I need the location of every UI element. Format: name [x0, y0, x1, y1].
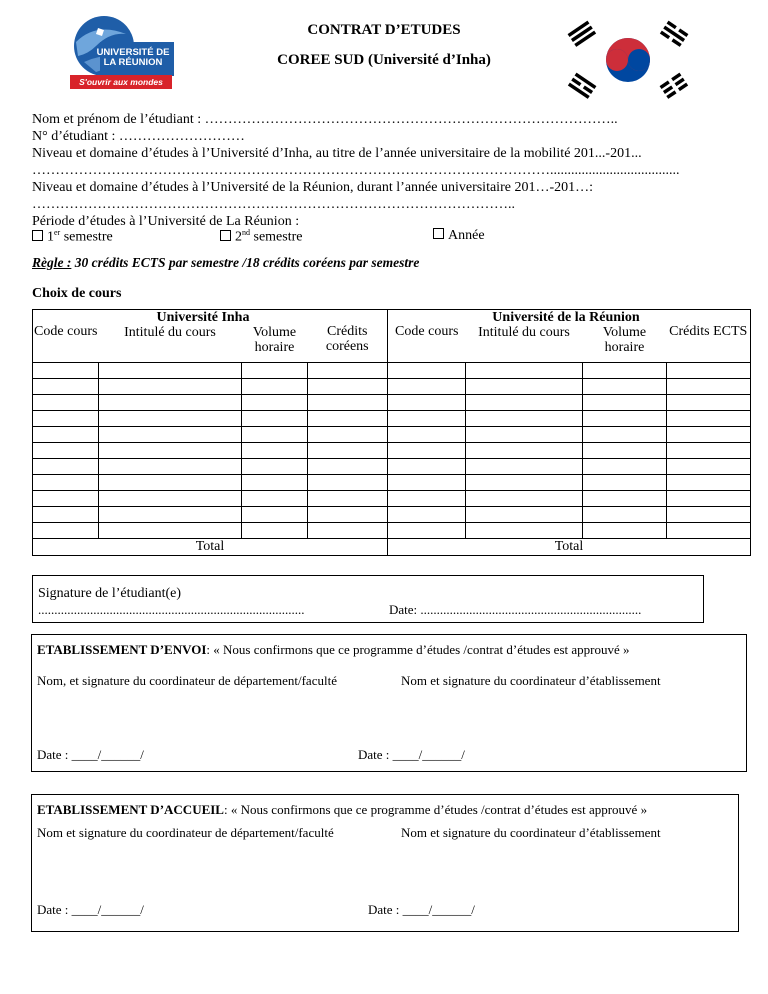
document-title: CONTRAT D’ETUDES	[307, 22, 461, 38]
course-cell[interactable]	[583, 395, 667, 411]
courses-heading: Choix de cours	[32, 286, 122, 301]
envoi-date-right[interactable]: Date : ____/______/	[358, 747, 465, 762]
course-cell[interactable]	[308, 475, 388, 491]
course-cell[interactable]	[466, 523, 583, 539]
course-cell[interactable]	[242, 411, 308, 427]
course-cell[interactable]	[99, 379, 242, 395]
course-cell[interactable]	[466, 443, 583, 459]
col-intitule-inha: Intitulé du cours	[124, 325, 216, 340]
course-cell[interactable]	[466, 395, 583, 411]
col-code-inha: Code cours	[34, 324, 98, 339]
accueil-statement: ETABLISSEMENT D’ACCUEIL: « Nous confirmons que ce programme d’études /contrat d’études est approuvé »	[37, 802, 648, 817]
course-row	[33, 523, 751, 539]
host-institution-box	[31, 794, 739, 932]
total-reunion: Total	[388, 539, 751, 556]
reunion-level-field[interactable]: …………………………………………………………………………………………..	[32, 197, 515, 212]
semester1-option[interactable]: 1er semestre	[32, 228, 113, 246]
course-cell[interactable]	[242, 427, 308, 443]
course-cell[interactable]	[388, 363, 466, 379]
signature-field[interactable]: ..................................................................................	[38, 602, 305, 617]
course-cell[interactable]	[388, 395, 466, 411]
reunion-level-line: Niveau et domaine d’études à l’Université de la Réunion, durant l’année universitaire 201…-201…:	[32, 180, 593, 195]
course-cell[interactable]	[99, 363, 242, 379]
course-cell[interactable]	[308, 443, 388, 459]
course-cell[interactable]	[242, 363, 308, 379]
course-cell[interactable]	[388, 411, 466, 427]
course-cell[interactable]	[33, 491, 99, 507]
course-cell[interactable]	[466, 411, 583, 427]
sending-institution-box	[31, 634, 747, 772]
course-row	[33, 411, 751, 427]
document-subtitle: COREE SUD (Université d’Inha)	[277, 52, 491, 68]
course-cell[interactable]	[667, 507, 751, 523]
course-row	[33, 491, 751, 507]
course-cell[interactable]	[33, 459, 99, 475]
course-cell[interactable]	[388, 379, 466, 395]
course-cell[interactable]	[667, 427, 751, 443]
course-cell[interactable]	[583, 491, 667, 507]
accueil-inst-signature-label: Nom et signature du coordinateur d’établissement	[401, 825, 661, 840]
semester2-option[interactable]: 2nd semestre	[220, 228, 302, 246]
course-cell[interactable]	[583, 363, 667, 379]
inha-level-line: Niveau et domaine d’études à l’Université d’Inha, au titre de l’année universitaire de la mobilité 201...-201...	[32, 146, 642, 161]
course-cell[interactable]	[583, 523, 667, 539]
course-cell[interactable]	[583, 379, 667, 395]
course-cell[interactable]	[33, 379, 99, 395]
course-cell[interactable]	[308, 427, 388, 443]
course-cell[interactable]	[33, 475, 99, 491]
course-row	[33, 459, 751, 475]
course-row	[33, 395, 751, 411]
envoi-dept-signature-label: Nom, et signature du coordinateur de département/faculté	[37, 673, 337, 688]
course-cell[interactable]	[667, 443, 751, 459]
student-number-line[interactable]: N° d’étudiant : ………………………	[32, 129, 245, 144]
course-cell[interactable]	[466, 379, 583, 395]
course-cell[interactable]	[583, 507, 667, 523]
course-cell[interactable]	[308, 507, 388, 523]
course-cell[interactable]	[583, 459, 667, 475]
course-cell[interactable]	[99, 459, 242, 475]
course-cell[interactable]	[242, 507, 308, 523]
course-cell[interactable]	[33, 507, 99, 523]
course-cell[interactable]	[33, 443, 99, 459]
reunion-title: Université de la Réunion	[492, 310, 640, 325]
course-cell[interactable]	[667, 491, 751, 507]
course-cell[interactable]	[242, 459, 308, 475]
course-cell[interactable]	[667, 363, 751, 379]
inha-title: Université Inha	[156, 310, 250, 325]
student-name-line[interactable]: Nom et prénom de l’étudiant : ……………………………………………………………………………..	[32, 112, 618, 127]
course-row	[33, 363, 751, 379]
course-cell[interactable]	[388, 475, 466, 491]
course-cell[interactable]	[388, 523, 466, 539]
course-cell[interactable]	[242, 443, 308, 459]
course-row	[33, 475, 751, 491]
envoi-inst-signature-label: Nom et signature du coordinateur d’établissement	[401, 673, 661, 688]
col-volume-inha: Volume horaire	[252, 325, 297, 355]
accueil-date-right[interactable]: Date : ____/______/	[368, 902, 475, 917]
course-cell[interactable]	[466, 491, 583, 507]
course-cell[interactable]	[99, 427, 242, 443]
course-cell[interactable]	[466, 427, 583, 443]
course-cell[interactable]	[33, 395, 99, 411]
course-cell[interactable]	[308, 411, 388, 427]
course-cell[interactable]	[466, 507, 583, 523]
course-cell[interactable]	[99, 411, 242, 427]
credit-rule: Règle : 30 crédits ECTS par semestre /18 crédits coréens par semestre	[32, 255, 420, 270]
course-cell[interactable]	[388, 443, 466, 459]
checkbox-icon[interactable]	[433, 228, 444, 239]
accueil-date-left[interactable]: Date : ____/______/	[37, 902, 144, 917]
student-signature-box[interactable]	[32, 575, 704, 623]
total-inha: Total	[33, 539, 388, 556]
col-code-reunion: Code cours	[395, 324, 459, 339]
course-cell[interactable]	[388, 427, 466, 443]
course-cell[interactable]	[33, 363, 99, 379]
course-cell[interactable]	[667, 379, 751, 395]
course-cell[interactable]	[242, 379, 308, 395]
course-cell[interactable]	[583, 411, 667, 427]
checkbox-icon[interactable]	[32, 230, 43, 241]
course-cell[interactable]	[667, 459, 751, 475]
course-cell[interactable]	[308, 523, 388, 539]
course-cell[interactable]	[99, 443, 242, 459]
course-cell[interactable]	[99, 507, 242, 523]
course-cell[interactable]	[99, 491, 242, 507]
course-cell[interactable]	[466, 475, 583, 491]
course-row	[33, 507, 751, 523]
course-cell[interactable]	[388, 491, 466, 507]
col-credits-ects: Crédits ECTS	[669, 324, 748, 339]
logo-tagline: S'ouvrir aux mondes	[70, 75, 172, 89]
course-cell[interactable]	[99, 523, 242, 539]
accueil-dept-signature-label: Nom et signature du coordinateur de département/faculté	[37, 825, 334, 840]
course-cell[interactable]	[388, 507, 466, 523]
year-option[interactable]: Année	[433, 228, 485, 244]
course-row	[33, 427, 751, 443]
course-cell[interactable]	[99, 395, 242, 411]
course-table-header	[33, 310, 751, 363]
course-cell[interactable]	[242, 395, 308, 411]
course-cell[interactable]	[308, 395, 388, 411]
course-cell[interactable]	[667, 475, 751, 491]
course-cell[interactable]	[667, 411, 751, 427]
envoi-statement: ETABLISSEMENT D’ENVOI: « Nous confirmons que ce programme d’études /contrat d’études est approuvé »	[37, 642, 630, 657]
course-cell[interactable]	[466, 363, 583, 379]
course-cell[interactable]	[466, 459, 583, 475]
korea-flag-icon	[562, 16, 694, 104]
checkbox-icon[interactable]	[220, 230, 231, 241]
course-cell[interactable]	[308, 363, 388, 379]
study-period-label: Période d’études à l’Université de La Réunion :	[32, 214, 300, 229]
course-table	[32, 309, 751, 556]
course-cell[interactable]	[583, 443, 667, 459]
course-cell[interactable]	[308, 491, 388, 507]
course-row	[33, 443, 751, 459]
inha-level-field[interactable]: ………………………………………………………………………………………………….....................................	[32, 163, 680, 178]
course-cell[interactable]	[308, 379, 388, 395]
course-cell[interactable]	[242, 523, 308, 539]
course-cell[interactable]	[242, 491, 308, 507]
col-credits-kr: Crédits coréens	[325, 324, 369, 354]
course-cell[interactable]	[667, 523, 751, 539]
course-cell[interactable]	[33, 411, 99, 427]
col-intitule-reunion: Intitulé du cours	[478, 325, 570, 340]
total-row	[33, 539, 751, 556]
logo-name: UNIVERSITÉ DE LA RÉUNION	[96, 47, 170, 68]
course-cell[interactable]	[242, 475, 308, 491]
course-cell[interactable]	[388, 459, 466, 475]
signature-date-field[interactable]: Date: ....................................................................	[389, 602, 642, 617]
course-cell[interactable]	[33, 427, 99, 443]
course-cell[interactable]	[583, 427, 667, 443]
course-cell[interactable]	[99, 475, 242, 491]
col-volume-reunion: Volume horaire	[602, 325, 647, 355]
course-row	[33, 379, 751, 395]
course-cell[interactable]	[667, 395, 751, 411]
envoi-date-left[interactable]: Date : ____/______/	[37, 747, 144, 762]
signature-label: Signature de l’étudiant(e)	[38, 586, 182, 601]
course-cell[interactable]	[308, 459, 388, 475]
course-cell[interactable]	[33, 523, 99, 539]
course-cell[interactable]	[583, 475, 667, 491]
